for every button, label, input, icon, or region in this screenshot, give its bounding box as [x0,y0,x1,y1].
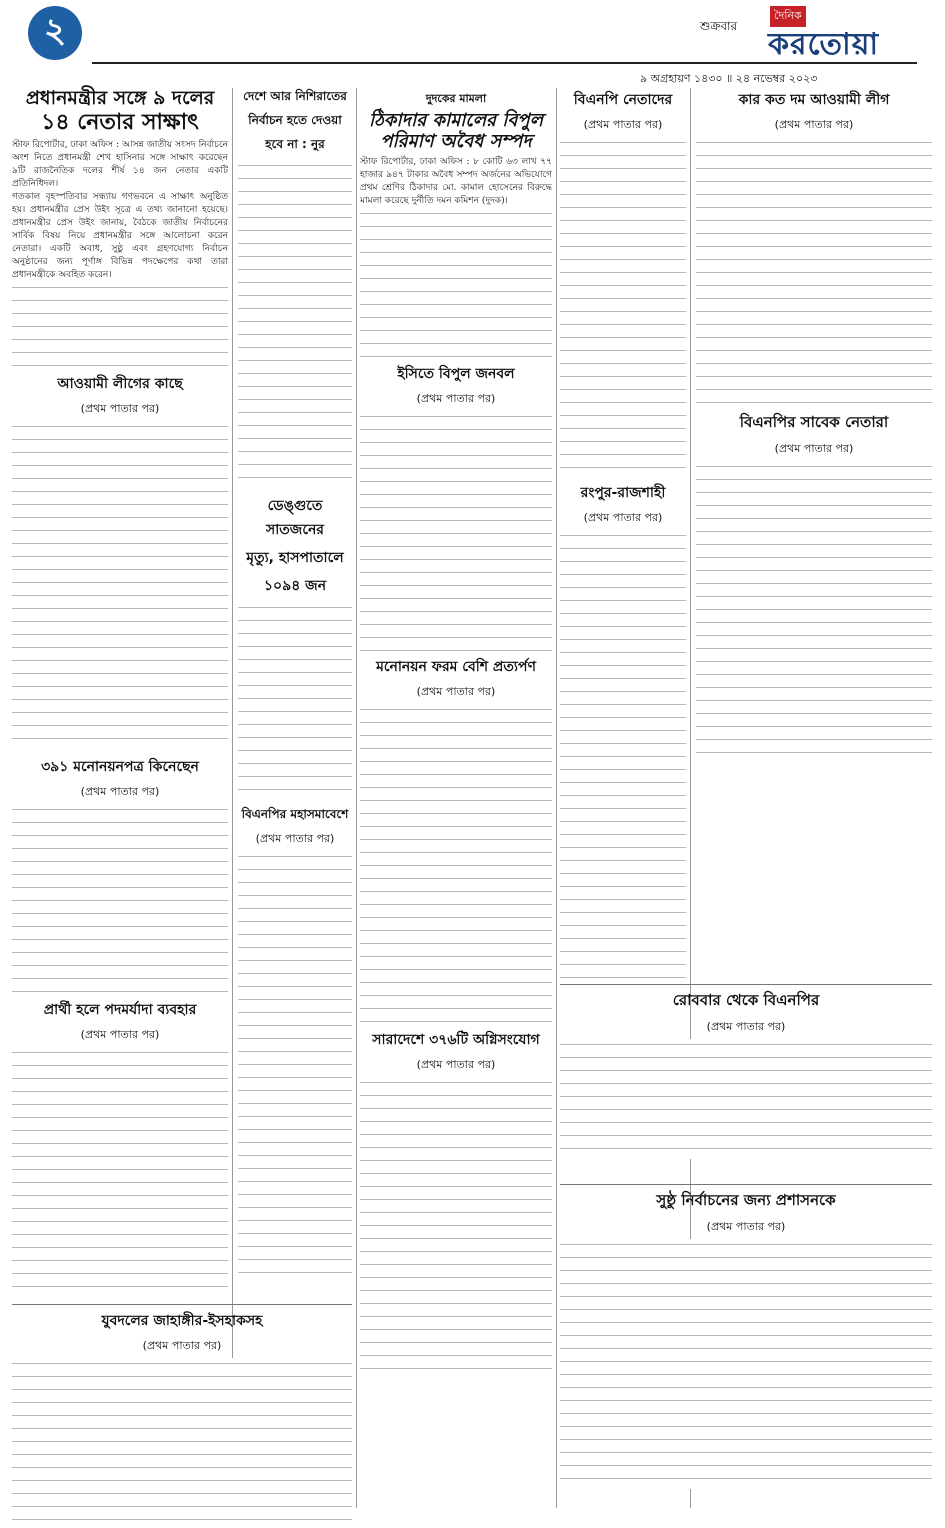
continuation-note: (প্রথম পাতার পর) [774,118,854,131]
continuation-note: (প্রথম পাতার পর) [142,1339,222,1352]
headline-awami: আওয়ামী লীগের কাছে [57,376,183,393]
headline-election-3: হবে না : নুর [265,137,325,151]
article-lead: স্টাফ রিপোর্টার, ঢাকা অফিস : ৮ কোটি ৬৩ লাখ ৭৭ হাজার ৯৪৭ টাকার অবৈধ সম্পদ অর্জনের অভিযোগে প্রথম শ্রেণির ঠিকাদার মো. কামাল হোসেনের বিরুদ্ধে মামলা করেছে দুর্নীতি দমন কমিশন (দুদক)। [360,157,552,207]
article-text-block [360,208,552,358]
masthead-small: দৈনিক [770,6,806,27]
article-text-block [238,851,352,1281]
masthead-logo [768,6,918,62]
headline-dudok-1: ঠিকাদার কামালের বিপুল [368,110,544,131]
continuation-note: (প্রথম পাতার পর) [706,1020,786,1033]
section-youth [12,1300,352,1528]
page-number-badge [28,6,82,60]
headline-pm-2: ১৪ নেতার সাক্ষাৎ [41,109,199,135]
headline-fair-election: সুষ্ঠু নির্বাচনের জন্য প্রশাসনকে [656,1191,836,1209]
column-left [12,88,228,1297]
continuation-note: (প্রথম পাতার পর) [416,392,496,406]
headline-nomination-form: মনোনয়ন ফরম বেশি প্রত্যর্পণ [376,659,536,676]
article-text-block [12,804,228,994]
headline-bnp-leaders: বিএনপি নেতাদের [573,92,673,108]
article-text-block [360,704,552,1024]
dateline: ৯ অগ্রহায়ণ ১৪৩০ ॥ ২৪ নভেম্বর ২০২৩ [640,72,818,85]
column-right [696,88,932,761]
header-rule [92,62,917,64]
article-text-block [560,1239,932,1489]
continuation-note: (প্রথম পাতার পর) [583,118,663,131]
headline-dengue-2: মৃত্যু, হাসপাতালে [246,550,344,566]
section-sunday [560,980,932,1159]
weekday: শুক্রবার [700,19,738,33]
article-text-block [560,1039,932,1159]
article-text-block [360,411,552,651]
article-text-block [12,421,228,751]
column-second [238,88,352,1281]
article-body: গতকাল বৃহস্পতিবার সন্ধ্যায় গণভবনে এ সাক্ষাৎ অনুষ্ঠিত হয়। প্রধানমন্ত্রীর প্রেস উইং সূত্রে এ তথ্য জানানো হয়েছে। প্রধানমন্ত্রীর প্রেস উইং জানায়, বৈঠকে জাতীয় নির্বাচনের সার্বিক বিষয় নিয়ে প্রধানমন্ত্রীর সঙ্গে আলোচনা করেন নেতারা। একটি অবাধ, সুষ্ঠু এবং গ্রহণযোগ্য নির্বাচন অনুষ্ঠানের জন্য পূর্ণাঙ্গ বিভিন্ন পদক্ষেপের কথা তারা প্রধানমন্ত্রীকে অবহিত করেন। [12,192,228,281]
article-text-block [12,1358,352,1528]
article-text-block [560,137,686,477]
continuation-note: (প্রথম পাতার পর) [416,1058,496,1072]
headline-nomination: ৩৯১ মনোনয়নপত্র কিনেছেন [41,759,199,776]
headline-rangpur: রংপুর-রাজশাহী [580,485,666,501]
article-text-block [696,461,932,761]
masthead-name: করতোয়া [768,27,880,62]
column-divider [232,88,233,1508]
headline-candidate: প্রার্থী হলে পদমর্যাদা ব্যবহার [43,1002,197,1019]
column-fourth [560,88,686,980]
headline-isi: ইসিতে বিপুল জনবল [397,366,515,383]
headline-election-2: নির্বাচন হতে দেওয়া [248,113,342,127]
section-rule [12,1304,352,1305]
continuation-note: (প্রথম পাতার পর) [80,785,160,799]
continuation-note: (প্রথম পাতার পর) [416,685,496,699]
headline-awami-count: কার কত দম আওয়ামী লীগ [738,92,890,108]
headline-bnp-former: বিএনপির সাবেক নেতারা [739,413,889,431]
section-fair-election [560,1180,932,1489]
article-lead: স্টাফ রিপোর্টার, ঢাকা অফিস : আসন্ন জাতীয় সংসদ নির্বাচনে অংশ নিতে প্রধানমন্ত্রী শেখ হাসিনার সঙ্গে সাক্ষাৎ করেছেন ৯টি রাজনৈতিক দলের শীর্ষ ১৪ জন নেতার একটি প্রতিনিধিদল। [12,140,228,190]
continuation-note: (প্রথম পাতার পর) [255,832,335,845]
section-rule [560,984,932,985]
article-text-block [12,1047,228,1297]
continuation-note: (প্রথম পাতার পর) [80,402,160,416]
column-center [360,88,552,1377]
article-text-block [238,160,352,490]
headline-pm-1: প্রধানমন্ত্রীর সঙ্গে ৯ দলের [25,87,215,109]
continuation-note: (প্রথম পাতার পর) [706,1220,786,1233]
column-divider [356,88,357,1508]
headline-dengue-1: ডেঙ্গুতে সাতজনের [265,498,325,538]
article-text-block [560,530,686,980]
continuation-note: (প্রথম পাতার পর) [80,1028,160,1042]
column-divider [556,88,557,1508]
continuation-note: (প্রথম পাতার পর) [774,442,854,455]
article-text-block [696,137,932,407]
section-rule [560,1184,932,1185]
headline-youth: যুবদলের জাহাঙ্গীর-ইসহাকসহ [101,1313,263,1329]
page-number: ২ [43,10,67,51]
article-text-block [360,1077,552,1377]
continuation-note: (প্রথম পাতার পর) [583,511,663,524]
article-text-block [238,602,352,802]
headline-dudok-2: পরিমাণ অবৈধ সম্পদ [380,130,532,152]
headline-sunday: রোববার থেকে বিএনপির [672,991,820,1009]
article-text-block [12,282,228,368]
headline-dengue-3: ১০৯৪ জন [263,578,327,594]
headline-bnp-rally: বিএনপির মহাসমাবেশে [241,807,349,821]
headline-election-1: দেশে আর নিশিরাতের [243,89,347,103]
kicker: দুদকের মামলা [425,92,487,105]
headline-fire: সারাদেশে ৩৭৬টি অগ্নিসংযোগ [372,1032,540,1049]
